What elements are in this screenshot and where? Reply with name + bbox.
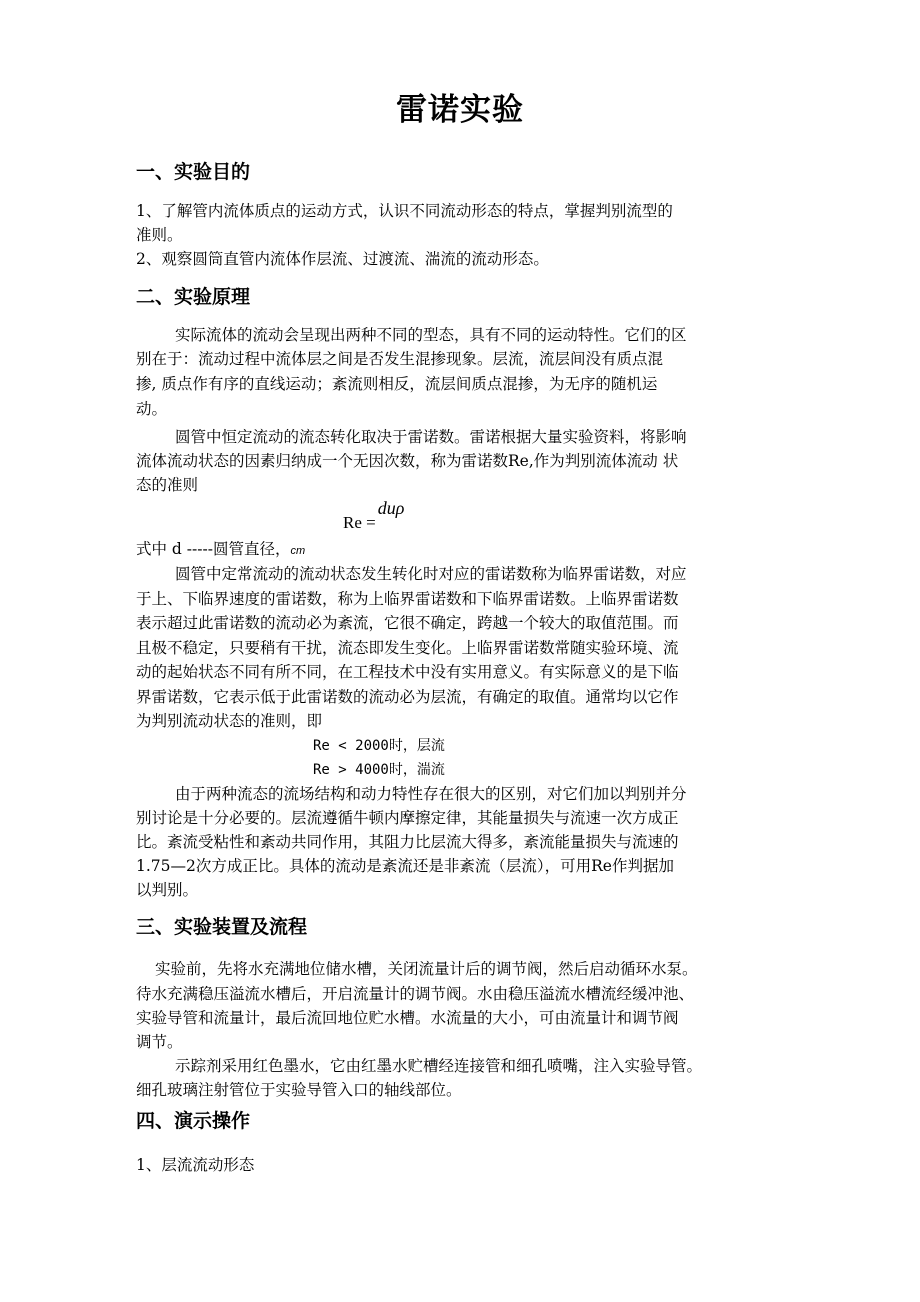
formula-lhs: Re = (343, 513, 376, 532)
s2-p2-line-3: 态的准则 (136, 476, 199, 494)
s2-p3-line-6: 界雷诺数，它表示低于此雷诺数的流动必为层流，有确定的取值。通常均以它作 (136, 688, 679, 706)
s4-line-1: 1、层流流动形态 (136, 1156, 255, 1174)
document-title: 雷诺实验 (396, 92, 524, 128)
criterion-laminar: Re < 2000时，层流 (313, 738, 445, 754)
s2-p3-line-1: 圆管中定常流动的流动状态发生转化时对应的雷诺数称为临界雷诺数，对应 (175, 565, 687, 583)
s2-p4-line-4: 1.75—2次方成正比。具体的流动是紊流还是非紊流（层流），可用Re作判据加 (136, 857, 674, 875)
section-2-heading: 二、实验原理 (136, 286, 251, 308)
criterion-turbulent: Re > 4000时，湍流 (313, 762, 445, 778)
s2-p1-line-1: 实际流体的流动会呈现出两种不同的型态，具有不同的运动特性。它们的区 (175, 326, 687, 344)
s3-p1-line-3: 实验导管和流量计，最后流回地位贮水槽。水流量的大小，可由流量计和调节阀 (136, 1009, 679, 1027)
s2-p1-line-3: 掺, 质点作有序的直线运动；紊流则相反，流层间质点混掺，为无序的随机运 (136, 375, 658, 393)
s2-p4-line-5: 以判别。 (136, 881, 199, 899)
s2-p3-line-4: 且极不稳定，只要稍有干扰，流态即发生变化。上临界雷诺数常随实验环境、流 (136, 639, 679, 657)
where-text: 式中 d -----圆管直径， (136, 540, 291, 558)
s3-p2-line-2: 细孔玻璃注射管位于实验导管入口的轴线部位。 (136, 1081, 462, 1099)
s3-p1-line-4: 调节。 (136, 1033, 183, 1051)
s2-p1-line-4: 动。 (136, 400, 168, 418)
s2-p3-line-5: 动的起始状态不同有所不同，在工程技术中没有实用意义。有实际意义的是下临 (136, 663, 679, 681)
s2-p2-line-2: 流体流动状态的因素归纳成一个无因次数，称为雷诺数Re,作为判别流体流动 状 (136, 452, 679, 470)
section-3-heading: 三、实验装置及流程 (136, 916, 308, 938)
s2-p1-line-2: 别在于：流动过程中流体层之间是否发生混掺现象。层流，流层间没有质点混 (136, 350, 664, 368)
s1-line-1: 1、了解管内流体质点的运动方式，认识不同流动形态的特点，掌握判别流型的 (136, 202, 673, 220)
s2-p4-line-1: 由于两种流态的流场结构和动力特性存在很大的区别，对它们加以判别并分 (175, 785, 687, 803)
section-4-heading: 四、演示操作 (136, 1110, 251, 1132)
s2-p3-line-3: 表示超过此雷诺数的流动必为紊流，它很不确定，跨越一个较大的取值范围。而 (136, 614, 679, 632)
where-unit: cm (290, 545, 306, 557)
s2-p4-line-3: 比。紊流受粘性和紊动共同作用，其阻力比层流大得多，紊流能量损失与流速的 (136, 833, 679, 851)
where-line (136, 538, 305, 562)
s2-p3-line-2: 于上、下临界速度的雷诺数，称为上临界雷诺数和下临界雷诺数。上临界雷诺数 (136, 590, 679, 608)
s1-line-3: 2、观察圆筒直管内流体作层流、过渡流、湍流的流动形态。 (136, 250, 549, 268)
s3-p1-line-2: 待水充满稳压溢流水槽后，开启流量计的调节阀。水由稳压溢流水槽流经缓冲池、 (136, 985, 695, 1003)
s2-p2-line-1: 圆管中恒定流动的流态转化取决于雷诺数。雷诺根据大量实验资料，将影响 (175, 428, 687, 446)
s3-p2-line-1: 示踪剂采用红色墨水，它由红墨水贮槽经连接管和细孔喷嘴，注入实验导管。 (175, 1057, 703, 1075)
s2-p3-line-7: 为判别流动状态的准则，即 (136, 712, 323, 730)
formula-rhs: duρ (377, 498, 405, 518)
s1-line-2: 准则。 (136, 226, 183, 244)
s2-p4-line-2: 别讨论是十分必要的。层流遵循牛顿内摩擦定律，其能量损失与流速一次方成正 (136, 809, 679, 827)
s3-p1-line-1: 实验前，先将水充满地位储水槽，关闭流量计后的调节阀，然后启动循环水泵。 (155, 960, 698, 978)
section-1-heading: 一、实验目的 (136, 161, 251, 183)
reynolds-formula (343, 498, 405, 532)
